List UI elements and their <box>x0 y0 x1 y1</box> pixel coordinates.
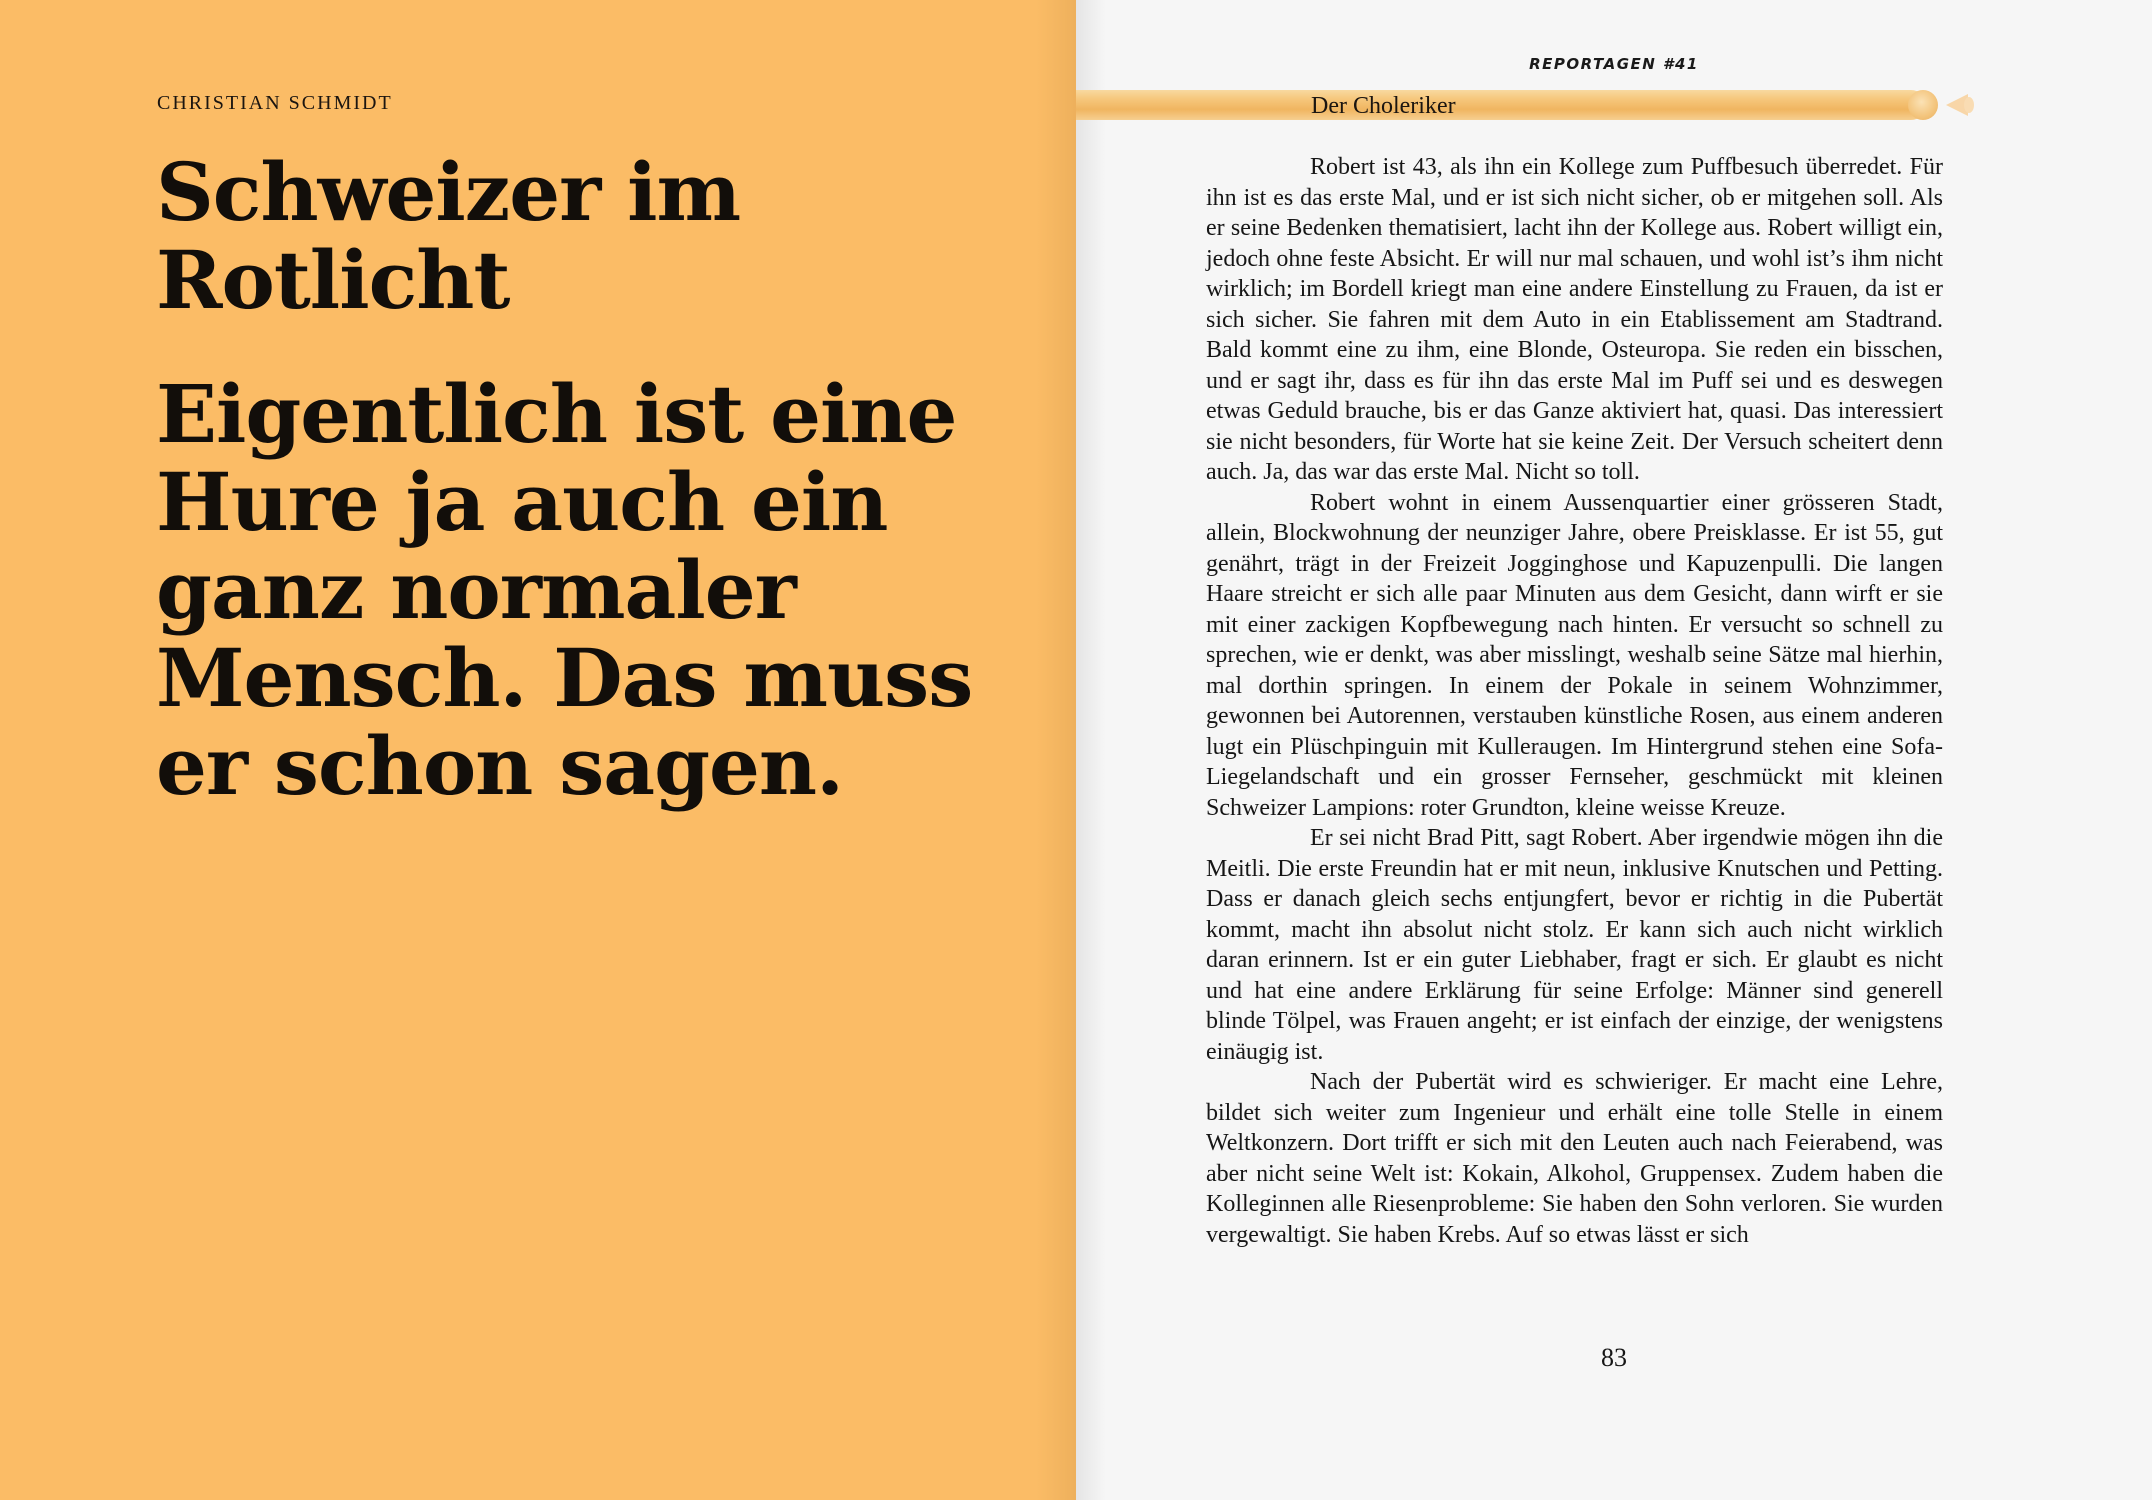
right-page <box>1076 0 2152 1500</box>
gutter-shadow <box>1076 0 1106 1500</box>
cigarette-illustration <box>1076 90 1986 122</box>
paragraph: Robert wohnt in einem Aussenquartier einer grösseren Stadt, allein, Blockwohnung der neunziger Jahre, obere Preisklasse. Er ist 55, gut genährt, trägt in der Freizeit Jogginghose und Kapuzenpulli. Die langen Haare streicht er sich alle paar Minuten aus dem Gesicht, dann wirft er sie mit einer zackigen Kopfbewegung nach hinten. Er versucht so schnell zu sprechen, wie er denkt, was aber misslingt, weshalb seine Sätze mal hierhin, mal dorthin springen. In einem der Pokale in seinem Wohnzimmer, gewonnen bei Autorennen, verstauben künstliche Rosen, aus einem anderen lugt ein Plüschpinguin mit Kulleraugen. Im Hintergrund stehen eine Sofa-Liegelandschaft und ein grosser Fernseher, geschmückt mit kleinen Schweizer Lampions: roter Grundton, kleine weisse Kreuze. <box>1206 489 1943 821</box>
author-name: CHRISTIAN SCHMIDT <box>157 92 393 114</box>
paragraph: Er sei nicht Brad Pitt, sagt Robert. Aber irgendwie mögen ihn die Meitli. Die erste Freundin hat er mit neun, inklusive Knutschen und Petting. Dass er danach gleich sechs entjungfert, bevor er richtig in die Pubertät kommt, macht ihn absolut nicht stolz. Er kann sich auch nicht wirklich daran erinnern. Ist er ein guter Liebhaber, fragt er sich. Er glaubt es nicht und hat eine andere Erklärung für seine Erfolge: Männer sind generell blinde Tölpel, was Frauen angeht; er ist einfach der einzige, der wenigstens einäugig ist. <box>1206 825 1943 1065</box>
article-title: Schweizer im Rotlicht <box>156 145 741 327</box>
running-head: REPORTAGEN #41 <box>1529 55 1699 73</box>
paragraph: Nach der Pubertät wird es schwieriger. Er macht eine Lehre, bildet sich weiter zum Ingenieur und erhält eine tolle Stelle in einem Weltkonzern. Dort trifft er sich mit den Leuten auch nach Feierabend, was aber nicht seine Welt ist: Kokain, Alkohol, Gruppensex. Zudem haben die Kolleginnen alle Riesenprobleme: Sie haben den Sohn verloren. Sie wurden vergewaltigt. Sie haben Krebs. Auf so etwas lässt er sich <box>1206 1069 1943 1248</box>
body-text <box>1206 152 1943 1250</box>
page-number: 83 <box>1601 1343 1627 1372</box>
chapter-title: Der Choleriker <box>1311 93 1456 119</box>
gutter-shadow <box>1036 0 1076 1500</box>
cigarette-rod <box>1076 90 1926 120</box>
cigarette-filter <box>1908 90 1938 120</box>
pull-quote: Eigentlich ist eine Hure ja auch ein ganz normaler Mensch. Das muss er schon sagen. <box>156 367 973 813</box>
paragraph: Robert ist 43, als ihn ein Kollege zum Puffbesuch überredet. Für ihn ist es das erste Mal, und er ist sich nicht sicher, ob er mitgehen soll. Als er seine Bedenken thematisiert, lacht ihn der Kollege aus. Robert willigt ein, jedoch ohne feste Absicht. Er will nur mal schauen, und wohl ist’s ihm nicht wirklich; im Bordell kriegt man eine andere Einstellung zu Frauen, da ist er sich sicher. Sie fahren mit dem Auto in ein Etablissement am Stadtrand. Bald kommt eine zu ihm, eine Blonde, Osteuropa. Sie reden ein bisschen, und er sagt ihr, dass es für ihn das erste Mal im Puff sei und es deswegen etwas Geduld brauche, bis er das Ganze aktiviert hat, quasi. Das interessiert sie nicht besonders, für Worte hat sie keine Zeit. Der Versuch scheitert denn auch. Ja, das war das erste Mal. Nicht so toll. <box>1206 154 1943 485</box>
cigarette-tip-glow <box>1964 97 1974 113</box>
